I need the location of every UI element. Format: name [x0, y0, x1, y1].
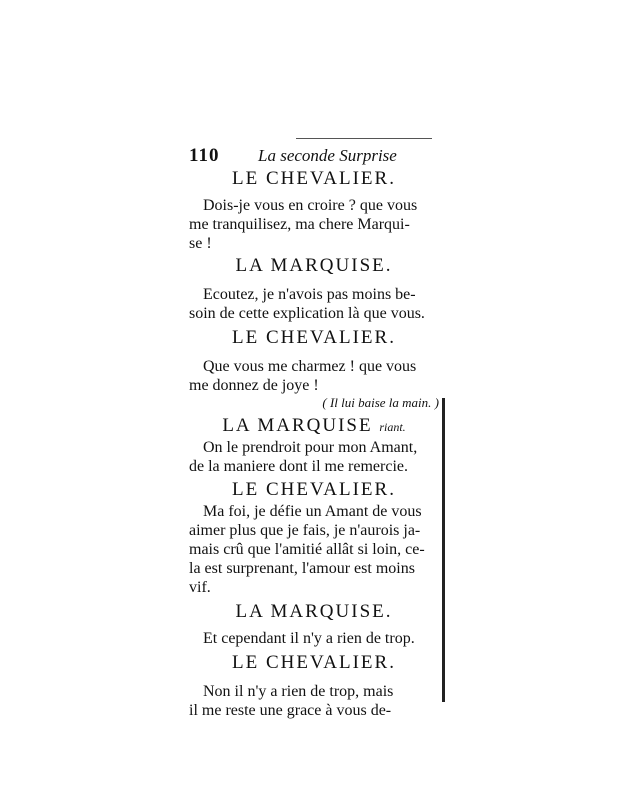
- speech-line: me donnez de joye !: [189, 377, 319, 394]
- header-rule: [296, 138, 432, 139]
- speech-line: Ma foi, je défie un Amant de vous: [203, 503, 422, 520]
- speech-line: mais crû que l'amitié allât si loin, ce-: [189, 541, 425, 558]
- speech-line: Que vous me charmez ! que vous: [203, 358, 417, 375]
- speech-line: aimer plus que je fais, je n'aurois ja-: [189, 522, 421, 539]
- page-number: 110: [189, 145, 220, 166]
- speech-line: vif.: [189, 579, 211, 596]
- speech-line: Dois-je vous en croire ? que vous: [203, 197, 418, 214]
- speaker-name: LE CHEVALIER.: [232, 168, 396, 189]
- speech-line: se !: [189, 235, 212, 252]
- play-text: [189, 166, 439, 720]
- page-edge-rule: [442, 398, 445, 702]
- speech-line: il me reste une grace à vous de-: [189, 702, 392, 719]
- speech-line: me tranquilisez, ma chere Marqui-: [189, 216, 410, 233]
- speech-line: Ecoutez, je n'avois pas moins be-: [203, 286, 416, 303]
- speech-line: Et cependant il n'y a rien de trop.: [203, 630, 415, 647]
- speech-line: la est surprenant, l'amour est moins: [189, 560, 415, 577]
- speaker-name-text: LA MARQUISE: [222, 415, 373, 436]
- page-header: [189, 145, 439, 167]
- speaker-name: LE CHEVALIER.: [232, 479, 396, 500]
- speaker-note: riant.: [379, 420, 406, 434]
- speaker-name: LE CHEVALIER.: [232, 652, 396, 673]
- speaker-name: [189, 415, 439, 438]
- speech-line: soin de cette explication là que vous.: [189, 305, 425, 322]
- speech-line: de la maniere dont il me remercie.: [189, 458, 409, 475]
- stage-direction: ( Il lui baise la main. ): [322, 395, 439, 410]
- speaker-name: LA MARQUISE.: [235, 255, 393, 276]
- speaker-name: LE CHEVALIER.: [232, 327, 396, 348]
- speech-line: On le prendroit pour mon Amant,: [203, 439, 418, 456]
- speech-line: Non il n'y a rien de trop, mais: [203, 683, 394, 700]
- speaker-name: LA MARQUISE.: [235, 601, 393, 622]
- running-title: La seconde Surprise: [258, 146, 397, 165]
